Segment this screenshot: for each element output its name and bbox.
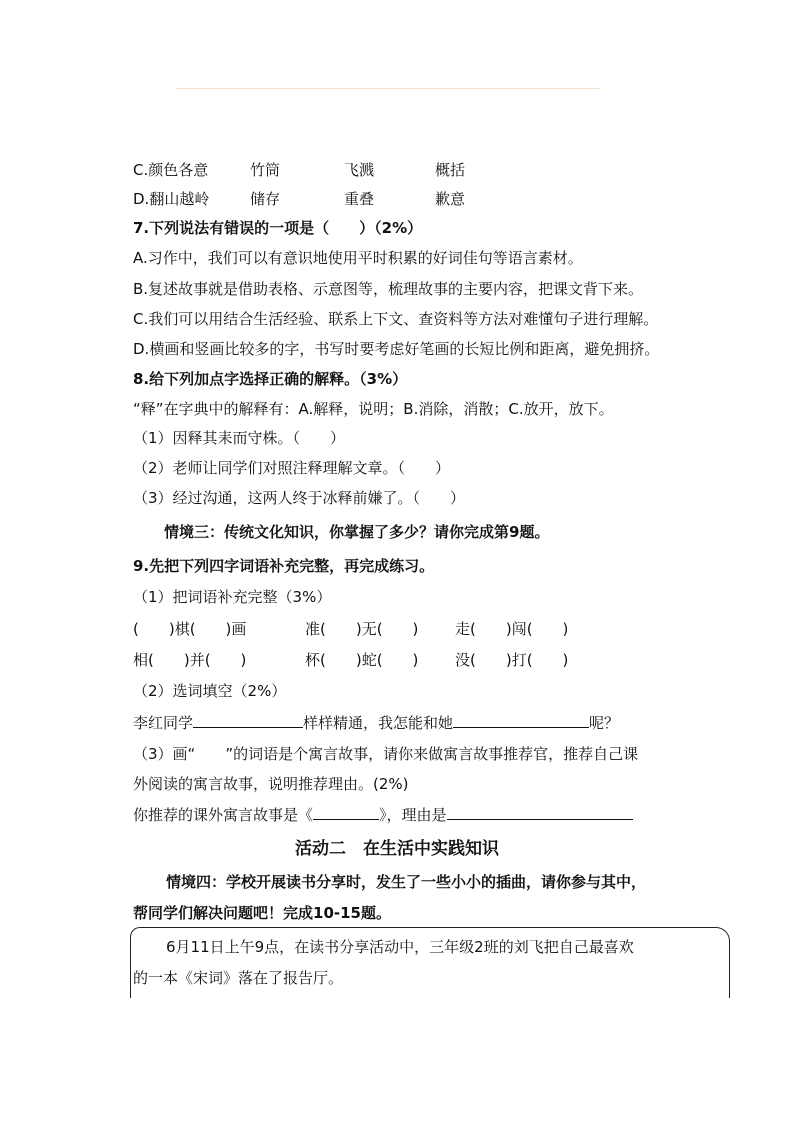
header-rule xyxy=(175,88,600,89)
rec-text-b: 》，理由是 xyxy=(379,806,447,824)
q9-sub3-line1: （3）画“ ”的词语是个寓言故事，请你来做寓言故事推荐官，推荐自己课 xyxy=(133,745,639,763)
q6-c-3: 飞溅 xyxy=(344,161,375,179)
story-line1: 6月11日上午9点，在读书分享活动中，三年级2班的刘飞把自己最喜欢 xyxy=(166,938,634,956)
q8-item-3: （3）经过沟通，这两人终于冰释前嫌了。（ ） xyxy=(133,489,466,507)
fill-text-c: 呢？ xyxy=(589,714,620,732)
q8-intro: “释”在字典中的解释有：A.解释，说明；B.消除，消散；C.放开，放下。 xyxy=(133,400,614,418)
q7-option-a: A.习作中，我们可以有意识地使用平时积累的好词佳句等语言素材。 xyxy=(133,249,583,267)
q9-fill-line xyxy=(133,713,619,733)
q6-d-3: 重叠 xyxy=(344,190,375,208)
idiom-blank[interactable]: ( )棋( )画 xyxy=(133,620,247,638)
q9-recommend-line xyxy=(133,805,633,825)
q6-c-1: C.颜色各意 xyxy=(133,161,209,179)
activity2-heading: 活动二 在生活中实践知识 xyxy=(295,839,499,859)
fill-text-a: 李红同学 xyxy=(133,714,194,732)
reason-blank[interactable] xyxy=(447,805,633,820)
answer-blank-2[interactable] xyxy=(453,713,589,728)
q7-option-d: D.横画和竖画比较多的字，书写时要考虑好笔画的长短比例和距离，避免拥挤。 xyxy=(133,340,660,358)
story-line2: 的一本《宋词》落在了报告厅。 xyxy=(133,969,344,987)
fill-text-b: 样样精通，我怎能和她 xyxy=(303,714,454,732)
q7-option-c: C.我们可以用结合生活经验、联系上下文、查资料等方法对难懂句子进行理解。 xyxy=(133,310,659,328)
q6-c-4: 概括 xyxy=(435,161,466,179)
q9-sub1: （1）把词语补充完整（3%） xyxy=(133,588,332,606)
q6-row-d xyxy=(133,189,465,209)
q6-d-4: 歉意 xyxy=(435,190,466,208)
idiom-blank[interactable]: 准( )无( ) xyxy=(305,620,419,638)
q8-item-2: （2）老师让同学们对照注释理解文章。（ ） xyxy=(133,459,451,477)
idiom-blank[interactable]: 走( )闯( ) xyxy=(455,620,569,638)
q9-sub3-line2: 外阅读的寓言故事，说明推荐理由。(2%) xyxy=(133,775,409,793)
q9-row2 xyxy=(133,650,568,670)
q9-title: 9.先把下列四字词语补充完整，再完成练习。 xyxy=(133,557,435,575)
q6-c-2: 竹筒 xyxy=(250,161,281,179)
q9-sub2: （2）选词填空（2%） xyxy=(133,682,287,700)
q6-d-2: 储存 xyxy=(250,190,281,208)
q6-row-c xyxy=(133,160,465,180)
rec-text-a: 你推荐的课外寓言故事是《 xyxy=(133,806,314,824)
idiom-blank[interactable]: 相( )并( ) xyxy=(133,651,247,669)
scene3-text: 情境三：传统文化知识，你掌握了多少？请你完成第9题。 xyxy=(164,523,550,541)
idiom-blank[interactable]: 没( )打( ) xyxy=(455,651,569,669)
q7-option-b: B.复述故事就是借助表格、示意图等，梳理故事的主要内容，把课文背下来。 xyxy=(133,280,644,298)
q7-title: 7.下列说法有错误的一项是（ ）（2%） xyxy=(133,219,423,237)
story-title-blank[interactable] xyxy=(313,805,379,820)
scene4-line1: 情境四：学校开展读书分享时，发生了一些小小的插曲，请你参与其中， xyxy=(166,873,647,891)
q8-title: 8.给下列加点字选择正确的解释。（3%） xyxy=(133,370,408,388)
answer-blank-1[interactable] xyxy=(193,713,303,728)
q6-d-1: D.翻山越岭 xyxy=(133,190,210,208)
q9-row1 xyxy=(133,619,568,639)
idiom-blank[interactable]: 杯( )蛇( ) xyxy=(305,651,419,669)
scene4-line2: 帮同学们解决问题吧！完成10-15题。 xyxy=(133,904,391,922)
q8-item-1: （1）因释其耒而守株。（ ） xyxy=(133,429,346,447)
